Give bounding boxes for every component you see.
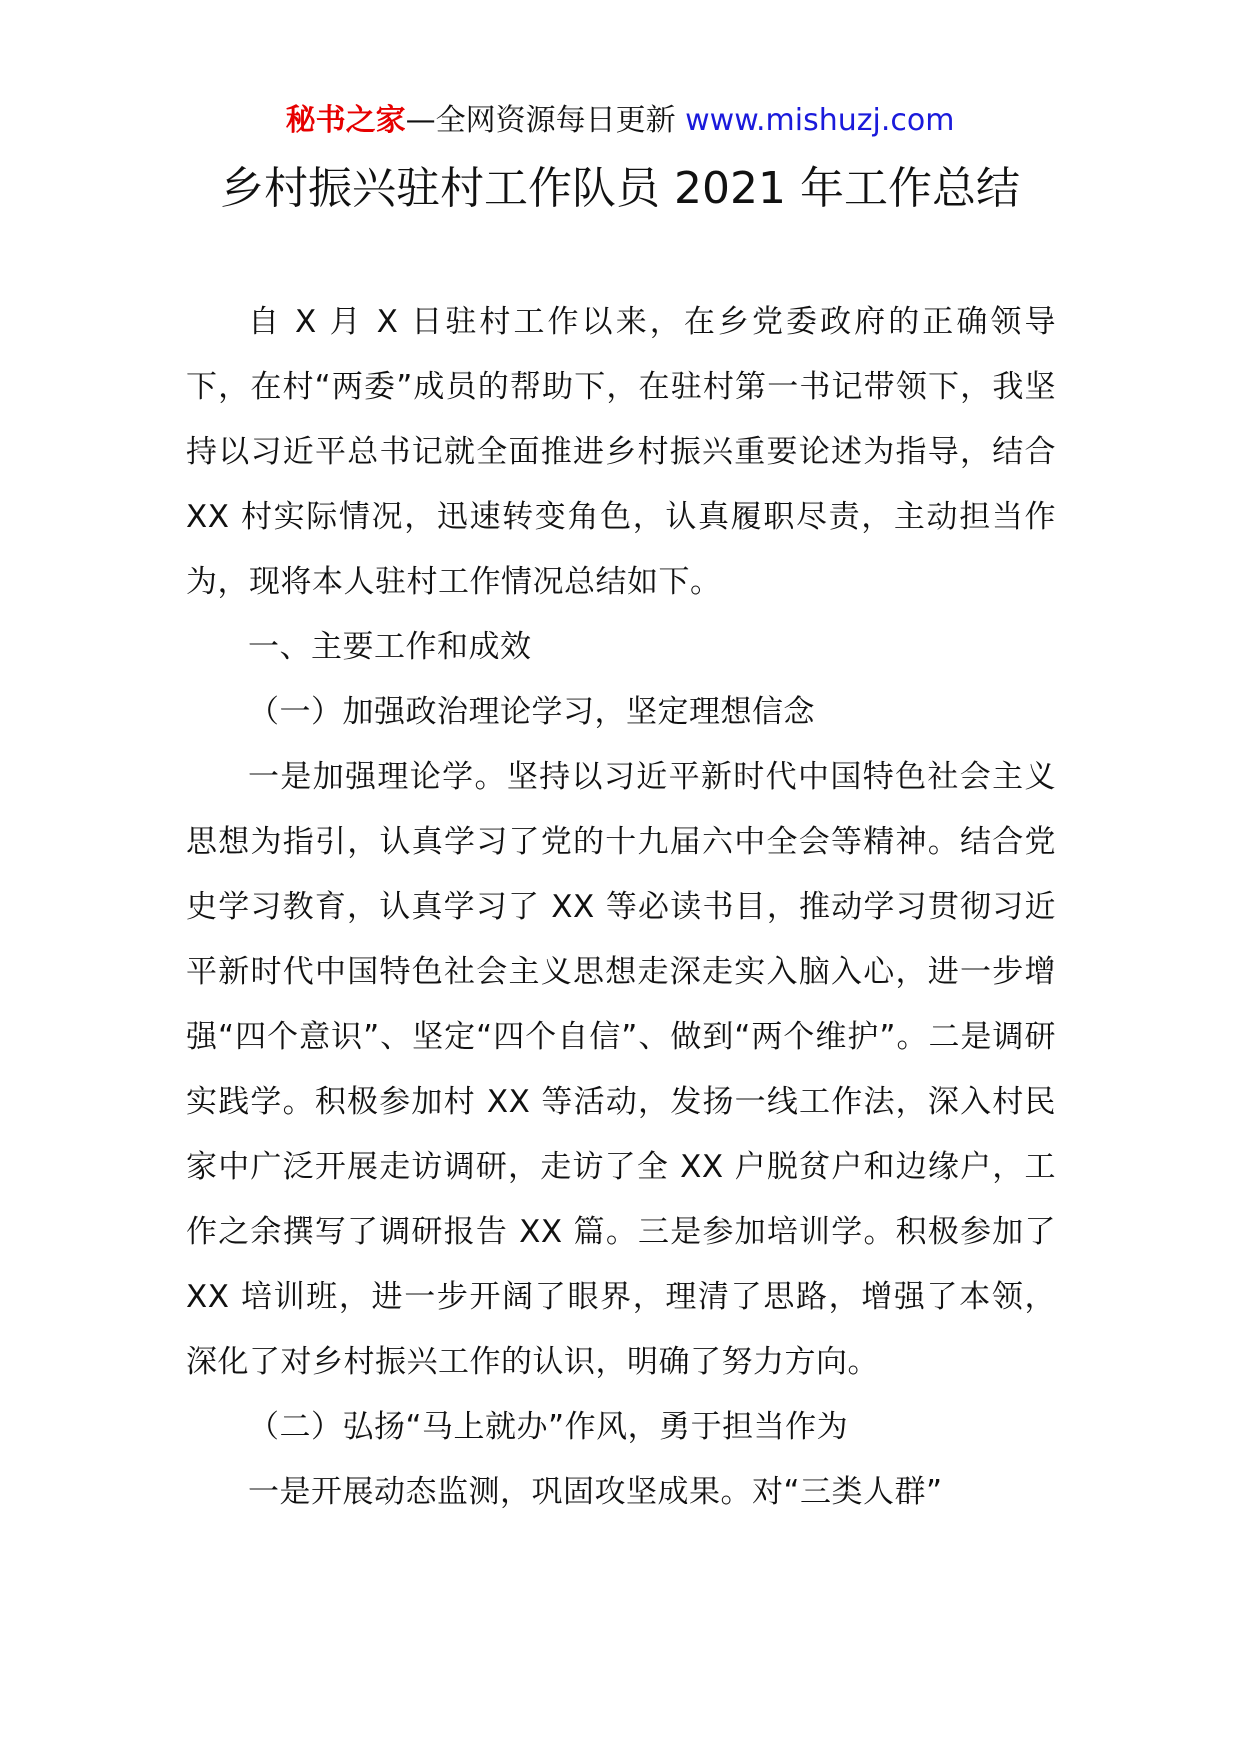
document-title: 乡村振兴驻村工作队员 2021 年工作总结 bbox=[220, 163, 1020, 214]
subsection-heading-theory-study: （一）加强政治理论学习，坚定理想信念 bbox=[248, 694, 815, 730]
site-brand: 秘书之家 bbox=[285, 103, 406, 138]
site-header bbox=[0, 100, 1240, 142]
subsection-heading-work-style: （二）弘扬“马上就办”作风，勇于担当作为 bbox=[248, 1409, 849, 1445]
monitoring-paragraph: 一是开展动态监测，巩固攻坚成果。对“三类人群” bbox=[248, 1474, 943, 1510]
site-tagline: —全网资源每日更新 bbox=[405, 103, 676, 138]
section-heading-main-work: 一、主要工作和成效 bbox=[248, 629, 532, 665]
theory-study-paragraph: 一是加强理论学。坚持以习近平新时代中国特色社会主义思想为指引，认真学习了党的十九届六中全会等精神。结合党史学习教育，认真学习了 XX 等必读书目，推动学习贯彻习近平新时代中国特色社会主义思想走深走实入脑入心，进一步增强“四个意识”、坚定“四个自信”、做到“两个维护”。二是调研实践学。积极参加村 XX 等活动，发扬一线工作法，深入村民家中广泛开展走访调研，走访了全 XX 户脱贫户和边缘户，工作之余撰写了调研报告 XX 篇。三是参加培训学。积极参加了 XX 培训班，进一步开阔了眼界，理清了思路，增强了本领，深化了对乡村振兴工作的认识，明确了努力方向。 bbox=[186, 759, 1056, 1380]
site-url-link[interactable]: www.mishuzj.com bbox=[685, 103, 955, 138]
intro-paragraph: 自 X 月 X 日驻村工作以来，在乡党委政府的正确领导下，在村“两委”成员的帮助下，在驻村第一书记带领下，我坚持以习近平总书记就全面推进乡村振兴重要论述为指导，结合 XX 村实际情况，迅速转变角色，认真履职尽责，主动担当作为，现将本人驻村工作情况总结如下。 bbox=[186, 304, 1056, 600]
document-body bbox=[186, 290, 1056, 1525]
